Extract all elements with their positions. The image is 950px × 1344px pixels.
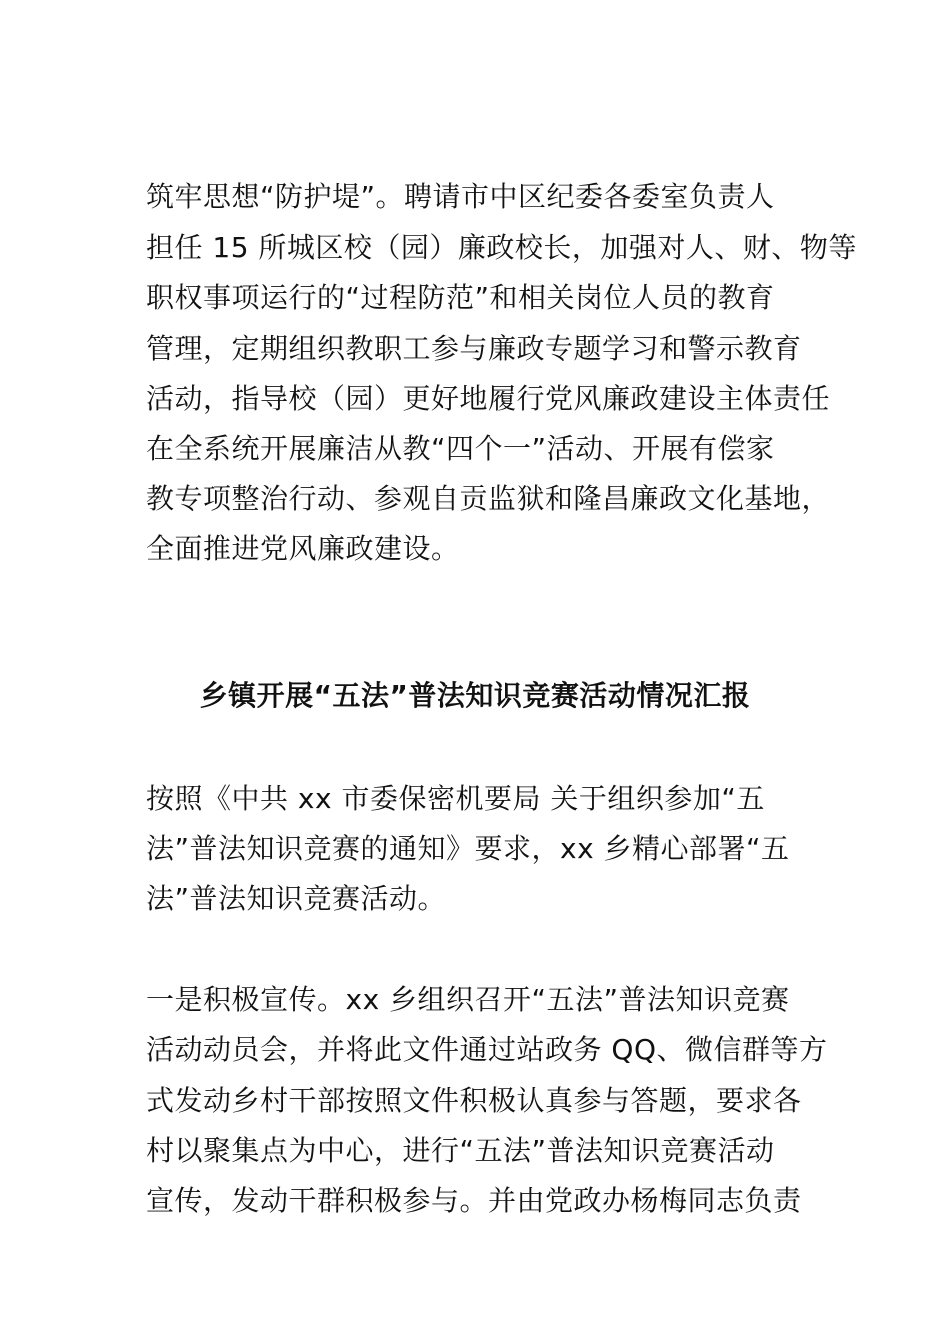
paragraph-line: 职权事项运行的“过程防范”和相关岗位人员的教育 <box>146 281 775 314</box>
section-title: 乡镇开展“五法”普法知识竞赛活动情况汇报 <box>199 679 751 712</box>
paragraph-line: 法”普法知识竞赛的通知》要求，xx 乡精心部署“五 <box>146 832 790 865</box>
paragraph-line: 法”普法知识竞赛活动。 <box>146 882 447 915</box>
paragraph-line: 一是积极宣传。xx 乡组织召开“五法”普法知识竞赛 <box>146 983 790 1016</box>
paragraph-line: 式发动乡村干部按照文件积极认真参与答题，要求各 <box>146 1084 802 1117</box>
paragraph-line: 筑牢思想“防护堤”。聘请市中区纪委各委室负责人 <box>146 180 775 213</box>
paragraph-line: 在全系统开展廉洁从教“四个一”活动、开展有偿家 <box>146 432 775 465</box>
paragraph-line: 担任 15 所城区校（园）廉政校长，加强对人、财、物等 <box>146 231 857 264</box>
paragraph-line: 教专项整治行动、参观自贡监狱和隆昌廉政文化基地， <box>146 482 831 515</box>
paragraph-line: 按照《中共 xx 市委保密机要局 关于组织参加“五 <box>146 782 765 815</box>
paragraph-line: 管理，定期组织教职工参与廉政专题学习和警示教育 <box>146 332 802 365</box>
paragraph-line: 活动，指导校（园）更好地履行党风廉政建设主体责任 <box>146 382 831 415</box>
paragraph-line: 活动动员会，并将此文件通过站政务 QQ、微信群等方 <box>146 1033 828 1066</box>
paragraph-line: 村以聚集点为中心，进行“五法”普法知识竞赛活动 <box>146 1134 775 1167</box>
paragraph-line: 宣传，发动干群积极参与。并由党政办杨梅同志负责 <box>146 1184 802 1217</box>
paragraph-line: 全面推进党风廉政建设。 <box>146 532 460 565</box>
